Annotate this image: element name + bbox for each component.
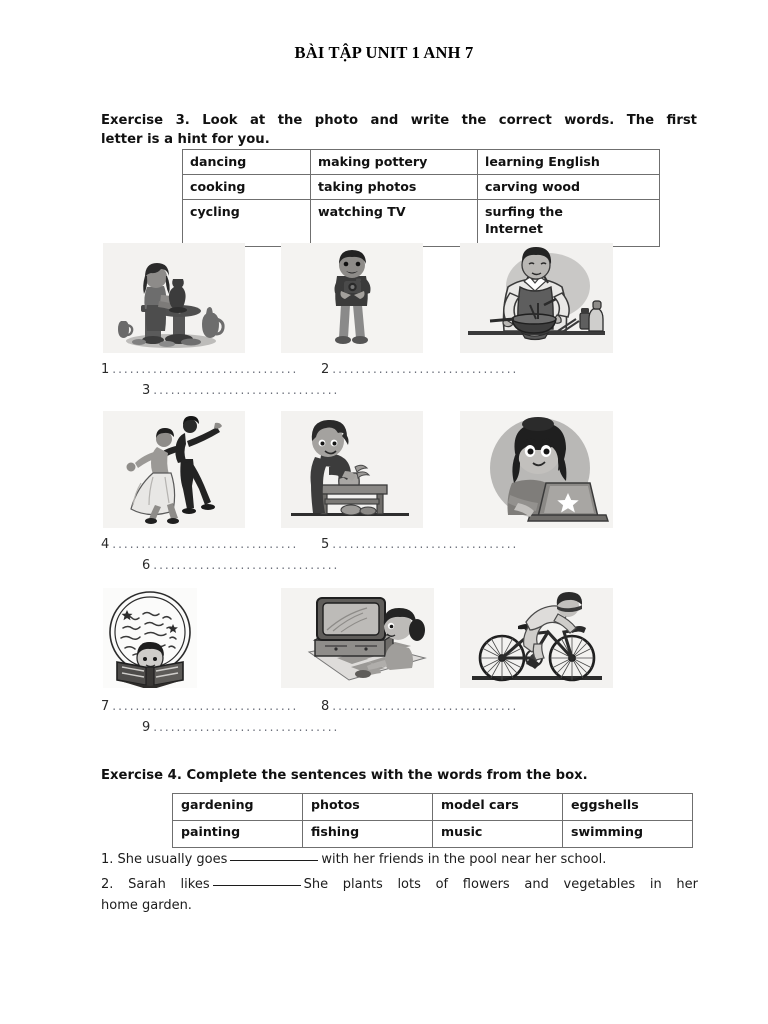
exercise-3-heading-line-2: letter is a hint for you. bbox=[101, 132, 270, 147]
answer-dots-9: ................................ bbox=[153, 720, 340, 734]
answer-line-4[interactable] bbox=[101, 537, 298, 552]
exercise-3-word-box bbox=[182, 149, 660, 247]
answer-number-3: 3 bbox=[142, 383, 151, 398]
answer-dots-1: ................................ bbox=[112, 362, 299, 376]
answer-number-8: 8 bbox=[321, 699, 330, 714]
answer-line-2[interactable] bbox=[321, 362, 518, 377]
word-cell-painting: painting bbox=[173, 821, 303, 848]
word-cell-cooking: cooking bbox=[183, 175, 311, 200]
word-cell-fishing: fishing bbox=[303, 821, 433, 848]
answer-number-5: 5 bbox=[321, 537, 330, 552]
word-cell-making-pottery: making pottery bbox=[311, 150, 478, 175]
exercise-3-heading bbox=[101, 111, 697, 149]
page-title: BÀI TẬP UNIT 1 ANH 7 bbox=[294, 43, 474, 62]
picture-cycling bbox=[460, 588, 613, 688]
table-row bbox=[183, 200, 660, 247]
picture-carving-wood bbox=[281, 411, 423, 528]
picture-cooking bbox=[460, 243, 613, 353]
exercise-4-word-box bbox=[172, 793, 693, 848]
table-row bbox=[183, 175, 660, 200]
picture-making-pottery bbox=[103, 243, 245, 353]
word-cell-learning-english: learning English bbox=[478, 150, 660, 175]
answer-dots-7: ................................ bbox=[112, 699, 299, 713]
picture-watching-tv bbox=[281, 588, 434, 688]
sentence-2-text-after-line-1: She plants lots of flowers and vegetables in her bbox=[303, 877, 698, 892]
sentence-2-line-2: home garden. bbox=[101, 898, 192, 913]
exercise-4-sentence-1 bbox=[101, 849, 701, 870]
sentence-1-text-before: 1. She usually goes bbox=[101, 852, 228, 867]
word-cell-eggshells: eggshells bbox=[563, 794, 693, 821]
exercise-3-heading-line-1: Exercise 3. Look at the photo and write the correct words. The first bbox=[101, 113, 697, 128]
answer-dots-6: ................................ bbox=[153, 558, 340, 572]
word-cell-line-1: surfing the bbox=[485, 204, 563, 219]
answer-dots-5: ................................ bbox=[332, 537, 519, 551]
answer-line-6[interactable] bbox=[142, 558, 339, 573]
answer-number-7: 7 bbox=[101, 699, 110, 714]
answer-line-5[interactable] bbox=[321, 537, 518, 552]
answer-number-1: 1 bbox=[101, 362, 110, 377]
answer-number-2: 2 bbox=[321, 362, 330, 377]
table-row bbox=[173, 821, 693, 848]
sentence-2-text-before: 2. Sarah likes bbox=[101, 877, 210, 892]
answer-line-9[interactable] bbox=[142, 720, 339, 735]
word-cell-cycling: cycling bbox=[183, 200, 311, 247]
word-cell-line-2: Internet bbox=[485, 221, 543, 236]
word-cell-photos: photos bbox=[303, 794, 433, 821]
word-cell-music: music bbox=[433, 821, 563, 848]
word-cell-watching-tv: watching TV bbox=[311, 200, 478, 247]
answer-dots-2: ................................ bbox=[332, 362, 519, 376]
answer-line-8[interactable] bbox=[321, 699, 518, 714]
table-row bbox=[183, 150, 660, 175]
sentence-2-line-1 bbox=[101, 874, 698, 895]
answer-dots-3: ................................ bbox=[153, 383, 340, 397]
answer-line-1[interactable] bbox=[101, 362, 298, 377]
sentence-1-text-after: with her friends in the pool near her school. bbox=[321, 852, 607, 867]
exercise-4-sentence-2 bbox=[101, 874, 698, 916]
picture-dancing bbox=[103, 411, 245, 528]
word-cell-gardening: gardening bbox=[173, 794, 303, 821]
answer-number-9: 9 bbox=[142, 720, 151, 735]
word-cell-taking-photos: taking photos bbox=[311, 175, 478, 200]
word-cell-surfing-the-internet bbox=[478, 200, 660, 247]
table-row bbox=[173, 794, 693, 821]
picture-learning-english bbox=[103, 588, 197, 688]
answer-dots-4: ................................ bbox=[112, 537, 299, 551]
answer-line-3[interactable] bbox=[142, 383, 339, 398]
word-cell-model-cars: model cars bbox=[433, 794, 563, 821]
answer-line-7[interactable] bbox=[101, 699, 298, 714]
answer-number-4: 4 bbox=[101, 537, 110, 552]
answer-dots-8: ................................ bbox=[332, 699, 519, 713]
answer-number-6: 6 bbox=[142, 558, 151, 573]
sentence-1-blank[interactable] bbox=[230, 860, 318, 861]
exercise-4-heading: Exercise 4. Complete the sentences with the words from the box. bbox=[101, 768, 588, 783]
word-cell-swimming: swimming bbox=[563, 821, 693, 848]
picture-surfing-the-internet bbox=[460, 411, 613, 528]
picture-taking-photos bbox=[281, 243, 423, 353]
word-cell-carving-wood: carving wood bbox=[478, 175, 660, 200]
sentence-2-blank[interactable] bbox=[213, 885, 301, 886]
word-cell-dancing: dancing bbox=[183, 150, 311, 175]
